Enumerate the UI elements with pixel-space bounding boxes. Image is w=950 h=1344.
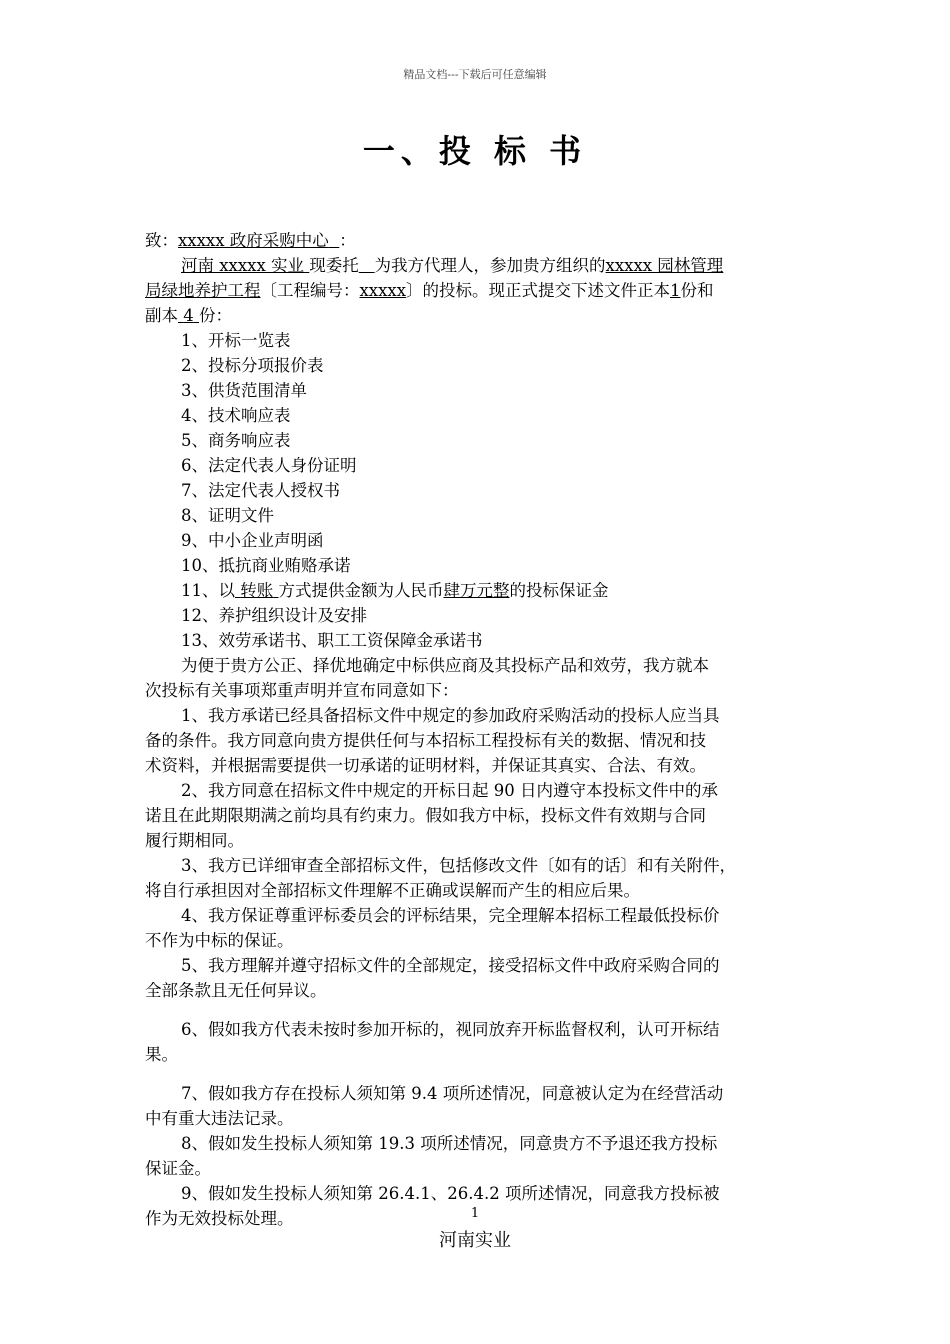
page-number: 1	[470, 1206, 480, 1221]
clause-line: 履行期相同。	[145, 831, 244, 850]
recipient: xxxxx 政府采购中心	[178, 231, 329, 250]
document-body	[145, 228, 817, 1231]
list-item: 13、效劳承诺书、职工工资保障金承诺书	[181, 631, 483, 650]
item11-suffix: 的投标保证金	[509, 581, 609, 600]
list-item: 2、投标分项报价表	[181, 356, 324, 375]
intro-text-2: 为我方代理人，参加贵方组织的	[374, 256, 606, 275]
intro-line-2	[145, 278, 817, 303]
list-item-11	[145, 578, 817, 603]
intro-line-3	[145, 303, 817, 328]
clause-line: 5、我方理解并遵守招标文件的全部规定，接受招标文件中政府采购合同的	[181, 956, 720, 975]
clause-line: 9、假如发生投标人须知第 26.4.1、26.4.2 项所述情况，同意我方投标被	[181, 1184, 720, 1203]
list-item: 5、商务响应表	[181, 431, 291, 450]
address-prefix: 致：	[145, 231, 178, 250]
clause-line: 作为无效投标处理。	[145, 1209, 294, 1228]
list-item: 7、法定代表人授权书	[181, 481, 340, 500]
list-item: 12、养护组织设计及安排	[181, 606, 367, 625]
clause-line: 全部条款且无任何异议。	[145, 981, 327, 1000]
list-item: 3、供货范围清单	[181, 381, 307, 400]
list-item: 4、技术响应表	[181, 406, 291, 425]
page-title: 一、投 标 书	[362, 132, 588, 170]
clause-line: 6、假如我方代表未按时参加开标的，视同放弃开标监督权利，认可开标结	[181, 1020, 720, 1039]
intro-text-3: 〔工程编号：	[260, 281, 360, 300]
project-code: xxxxx	[359, 281, 407, 300]
intro-text-6: 副本	[145, 306, 178, 325]
list-item: 8、证明文件	[181, 506, 274, 525]
address-line	[145, 228, 817, 253]
address-suffix: ：	[339, 231, 356, 250]
clause-line: 7、假如我方存在投标人须知第 9.4 项所述情况，同意被认定为在经营活动	[181, 1084, 724, 1103]
clause-line: 3、我方已详细审查全部招标文件，包括修改文件〔如有的话〕和有关附件，	[181, 856, 736, 875]
clause-line: 1、我方承诺已经具备招标文件中规定的参加政府采购活动的投标人应当具	[181, 706, 720, 725]
bidder-name: 河南 xxxxx 实业	[181, 256, 305, 275]
clause-line: 8、假如发生投标人须知第 19.3 项所述情况，同意贵方不予退还我方投标	[181, 1134, 718, 1153]
clause-line: 术资料，并根据需要提供一切承诺的证明材料，并保证其真实、合法、有效。	[145, 756, 706, 775]
project-name-part-2: 局绿地养护工程	[145, 281, 261, 300]
clause-line: 诺且在此期限期满之前均具有约束力。假如我方中标，投标文件有效期与合同	[145, 806, 706, 825]
list-item: 6、法定代表人身份证明	[181, 456, 357, 475]
list-item: 1、开标一览表	[181, 331, 291, 350]
intro-text-7: 份：	[199, 306, 232, 325]
payment-method: 转账	[240, 581, 274, 600]
header-note: 精品文档---下载后可任意编辑	[403, 68, 547, 81]
list-item: 9、中小企业声明函	[181, 531, 324, 550]
footer-company: 河南实业	[439, 1230, 511, 1251]
copy-count: 4	[183, 306, 194, 325]
intro-text-5: 份和	[680, 281, 714, 300]
intro-text-1: 现委托	[309, 256, 359, 275]
item11-prefix: 11、以	[181, 581, 235, 600]
declaration-line: 次投标有关事项郑重声明并宣布同意如下：	[145, 681, 459, 700]
clause-line: 中有重大违法记录。	[145, 1109, 294, 1128]
clause-line: 保证金。	[145, 1159, 211, 1178]
clause-line: 4、我方保证尊重评标委员会的评标结果，完全理解本招标工程最低投标价	[181, 906, 720, 925]
intro-line-1	[145, 253, 817, 278]
original-count: 1	[670, 281, 681, 300]
clause-line: 不作为中标的保证。	[145, 931, 294, 950]
clause-line: 将自行承担因对全部招标文件理解不正确或误解而产生的相应后果。	[145, 881, 640, 900]
declaration-line: 为便于贵方公正、择优地确定中标供应商及其投标产品和效劳，我方就本	[181, 656, 709, 675]
clause-line: 2、我方同意在招标文件中规定的开标日起 90 日内遵守本投标文件中的承	[181, 781, 718, 800]
project-name-part-1: xxxxx 园林管理	[605, 256, 724, 275]
deposit-amount: 肆万元整	[443, 581, 510, 600]
item11-mid: 方式提供金额为人民币	[278, 581, 444, 600]
list-item: 10、抵抗商业贿赂承诺	[181, 556, 351, 575]
clause-line: 备的条件。我方同意向贵方提供任何与本招标工程投标有关的数据、情况和技	[145, 731, 706, 750]
clause-line: 果。	[145, 1045, 178, 1064]
intro-text-4: 〕的投标。现正式提交下述文件正本	[406, 281, 671, 300]
